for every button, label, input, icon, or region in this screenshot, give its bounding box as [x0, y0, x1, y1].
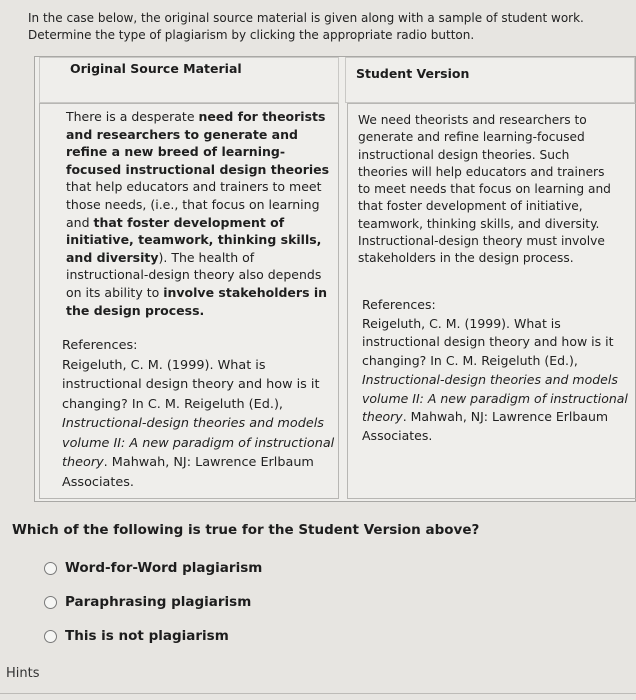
student-references-label: References: [362, 297, 436, 312]
original-reference-title: Instructional-design theories and models volume II: A new paradigm of instructional theory [62, 416, 335, 470]
instructions [28, 10, 618, 44]
original-text-plain-2: that help educators and trainers to meet those needs, (i.e., that focus on learning and [66, 179, 322, 230]
original-text-bold-3: involve stakeholders in the design process. [66, 284, 328, 318]
student-reference-part-1: Reigeluth, C. M. (1999). What is instructional design theory and how is it changing? In C. M. Reigeluth (Ed.), [362, 315, 614, 369]
header-student-version: Student Version [345, 57, 635, 103]
original-references [62, 336, 337, 492]
original-text-plain-3: ). The health of instructional-design theory also depends on its ability to [66, 249, 322, 300]
radio-unselected-icon[interactable] [44, 562, 57, 575]
original-reference-part-1: Reigeluth, C. M. (1999). What is instructional design theory and how is it changing? In C. M. Reigeluth (Ed.), [62, 357, 320, 412]
original-text-bold-2: that foster development of initiative, teamwork, thinking skills, and diversity [66, 214, 322, 265]
original-text-bold-1: need for theorists and researchers to generate and refine a new breed of learning-focused instructional design theories [66, 109, 330, 177]
radio-unselected-icon[interactable] [44, 596, 57, 609]
question-text: Which of the following is true for the Student Version above? [12, 522, 480, 538]
comparison-table [34, 56, 636, 502]
instructions-line-2: Determine the type of plagiarism by clicking the appropriate radio button. [28, 28, 475, 42]
original-references-label: References: [62, 338, 138, 353]
student-version-cell [347, 103, 636, 499]
option-paraphrasing[interactable] [44, 594, 251, 610]
student-version-text: We need theorists and researchers to generate and refine learning-focused instructional design theories. Such theories will help educators and trainers to meet needs that focus on learning and that foster development of initiative, teamwork, thinking skills, and diversity. Instructional-design theory must involve stakeholders in the design process. [358, 113, 611, 266]
original-reference-part-2: . Mahwah, NJ: Lawrence Erlbaum Associates. [62, 455, 314, 490]
bottom-divider [0, 693, 636, 694]
option-label: This is not plagiarism [65, 628, 229, 644]
option-label: Word-for-Word plagiarism [65, 560, 263, 576]
option-word-for-word[interactable] [44, 560, 262, 576]
original-text-plain-1: There is a desperate [66, 109, 199, 124]
hints-link[interactable]: Hints [6, 666, 40, 681]
student-reference-part-2: . Mahwah, NJ: Lawrence Erlbaum Associates. [362, 409, 609, 443]
student-reference-title: Instructional-design theories and models volume II: A new paradigm of instructional theory [362, 371, 628, 425]
option-label: Paraphrasing plagiarism [65, 594, 252, 610]
header-original-source: Original Source Material [39, 57, 339, 103]
original-source-text [66, 108, 334, 319]
original-source-cell [39, 103, 339, 499]
radio-unselected-icon[interactable] [44, 630, 57, 643]
instructions-line-1: In the case below, the original source material is given along with a sample of student work. [28, 11, 584, 25]
student-references [362, 296, 632, 446]
option-not-plagiarism[interactable] [44, 628, 229, 644]
